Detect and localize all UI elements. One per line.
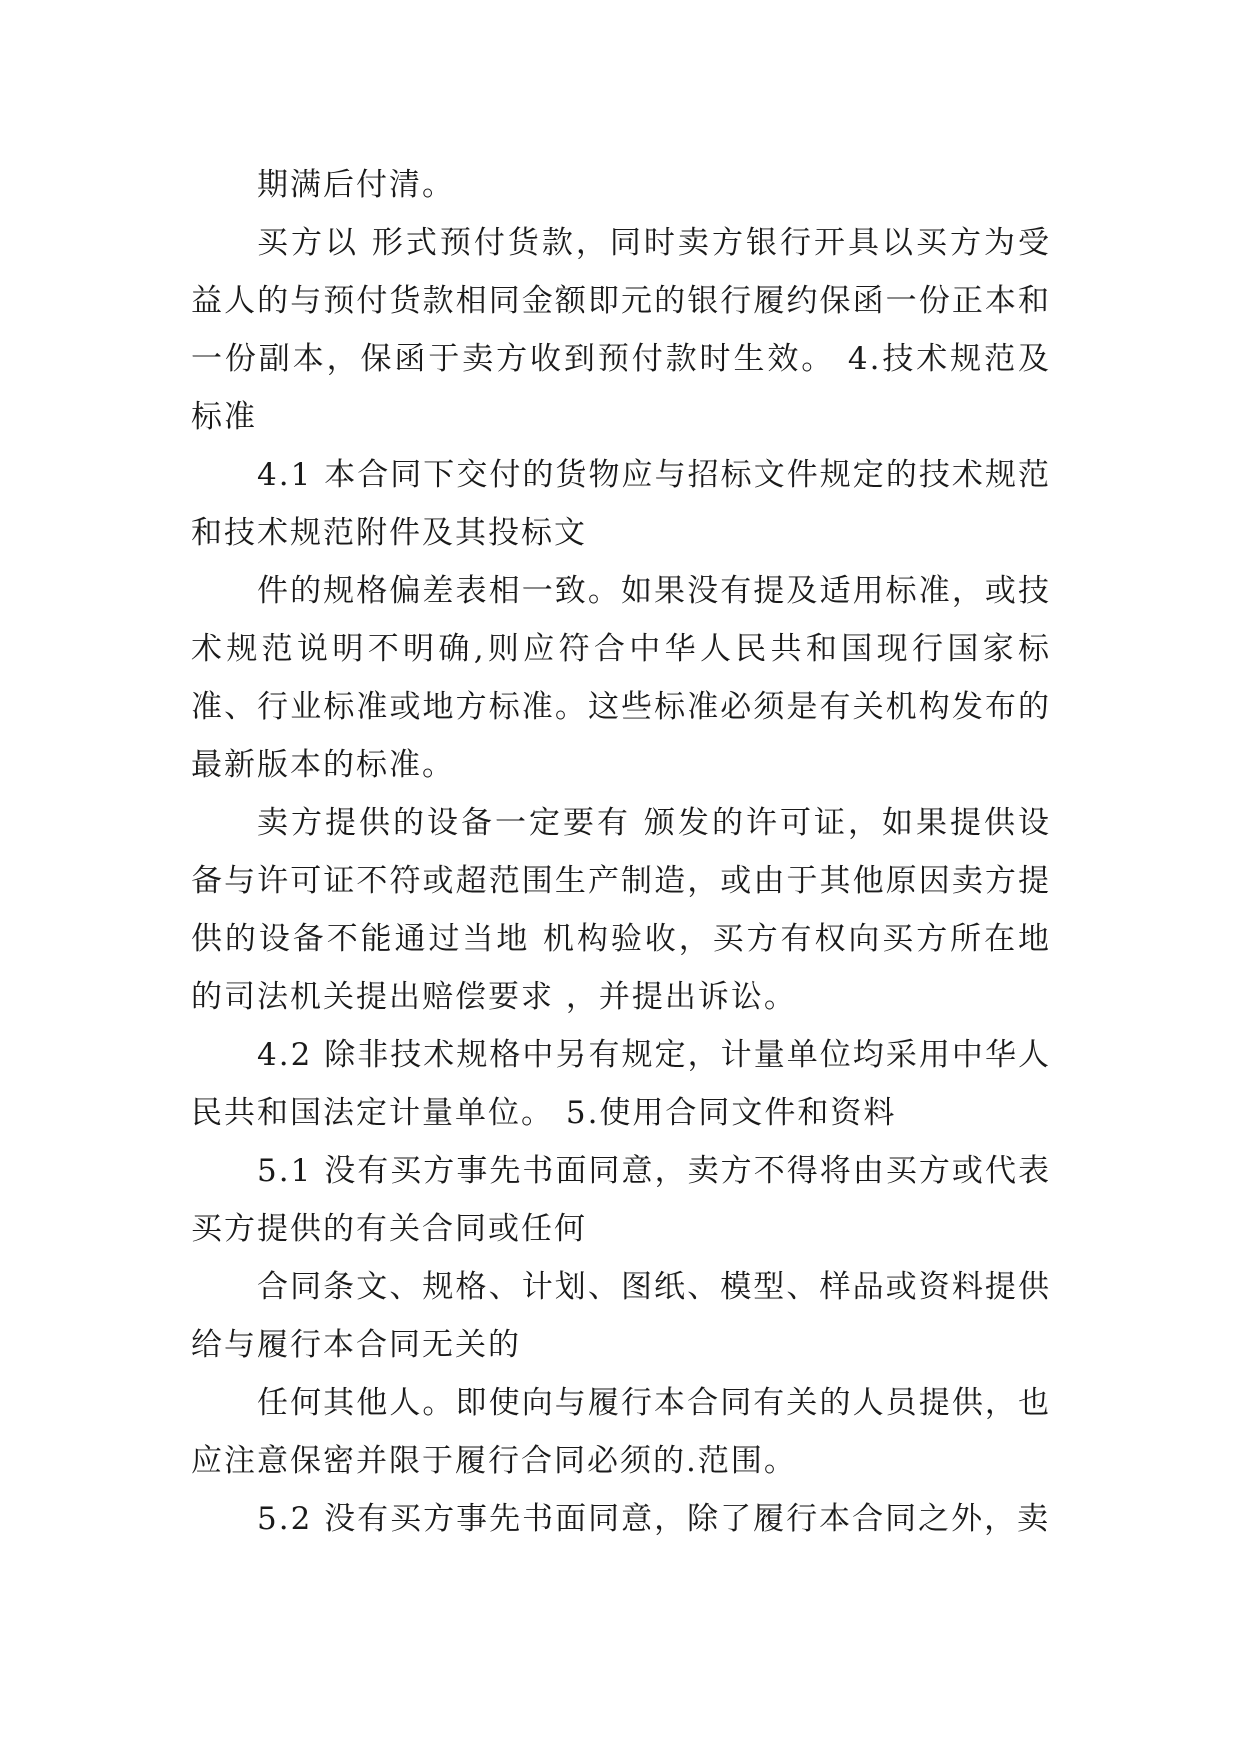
paragraph-5-2: 5.2 没有买方事先书面同意，除了履行本合同之外，卖 — [257, 1501, 1051, 1537]
paragraph-contract-terms: 合同条文、规格、计划、图纸、模型、样品或资料提供给与履行本合同无关的 — [191, 1269, 1051, 1363]
document-body — [191, 156, 1051, 1548]
paragraph-confidentiality: 任何其他人。即使向与履行本合同有关的人员提供，也应注意保密并限于履行合同必须的.范围。 — [191, 1385, 1051, 1479]
paragraph-4-1: 4.1 本合同下交付的货物应与招标文件规定的技术规范和技术规范附件及其投标文 — [191, 457, 1051, 551]
paragraph-standards: 件的规格偏差表相一致。如果没有提及适用标准，或技术规范说明不明确,则应符合中华人民共和国现行国家标准、行业标准或地方标准。这些标准必须是有关机构发布的最新版本的标准。 — [191, 573, 1051, 783]
paragraph-license: 卖方提供的设备一定要有 颁发的许可证，如果提供设备与许可证不符或超范围生产制造，或由于其他原因卖方提供的设备不能通过当地 机构验收，买方有权向买方所在地的司法机关提出赔偿要求 ，并提出诉讼。 — [191, 805, 1051, 1015]
paragraph-4-2: 4.2 除非技术规格中另有规定，计量单位均采用中华人民共和国法定计量单位。 5.使用合同文件和资料 — [191, 1037, 1051, 1131]
paragraph-5-1: 5.1 没有买方事先书面同意，卖方不得将由买方或代表买方提供的有关合同或任何 — [191, 1153, 1051, 1247]
paragraph-advance-payment: 买方以 形式预付货款，同时卖方银行开具以买方为受益人的与预付货款相同金额即元的银行履约保函一份正本和一份副本，保函于卖方收到预付款时生效。 4.技术规范及标准 — [191, 225, 1051, 435]
paragraph-payment-complete: 期满后付清。 — [257, 167, 455, 203]
